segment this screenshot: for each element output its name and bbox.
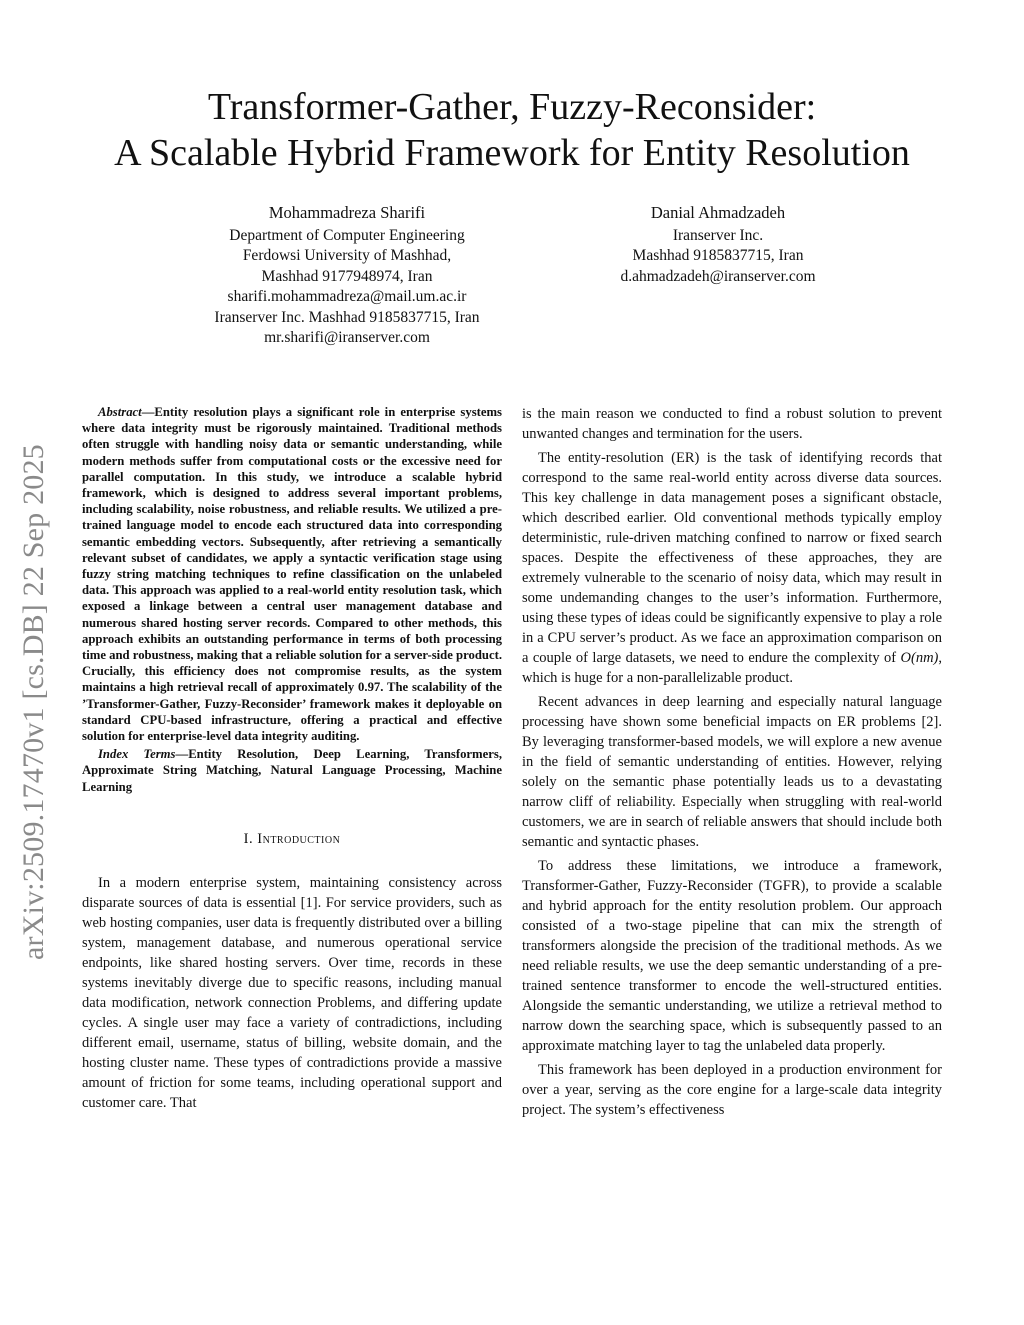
author-email: sharifi.mohammadreza@mail.um.ac.ir [227, 288, 467, 305]
abstract [82, 404, 502, 744]
section-number: I. [243, 830, 258, 847]
author-name: Mohammadreza Sharifi [268, 203, 426, 222]
author-affiliation-line: Iranserver Inc. Mashhad 9185837715, Iran [214, 308, 480, 326]
intro-paragraph-5: This framework has been deployed in a production environment for over a year, serving as the core engine for a large-scale data integrity project. The system’s effectiveness [522, 1062, 942, 1118]
intro-paragraph-4: To address these limitations, we introduce a framework, Transformer-Gather, Fuzzy-Reconsider (TGFR), to provide a scalable and hybrid approach for the entity resolution problem. Our approach consisted of a two-stage pipeline that can mix the strength of transformers alongside the precision of the traditional methods. As we need reliable results, we use the deep semantic understanding of a pre-trained sentence transformer to encode the well-structured entities. Alongside the semantic understanding, we utilize a retrieval method to narrow down the searching space, which is subsequently passed to an approximate matching layer to tag the unlabeled data properly. [522, 858, 942, 1054]
index-terms-text: —Entity Resolution, Deep Learning, Transformers, Approximate String Matching, Natural Language Processing, Machine Learning [82, 747, 502, 794]
paragraph-text: The entity-resolution (ER) is the task of identifying records that correspond to the same real-world entity across diverse data sources. This key challenge in data management poses a significant obstacle, which described earlier. Old conventional methods typically employ deterministic, rule-driven matching confined to narrow or fixed search spaces. Despite the effectiveness of these approaches, they are extremely vulnerable to the scenario of noisy data, which may result in some undemanding changes to the user’s information. Furthermore, using these types of ideas could be significantly expensive to play a role in a CPU server’s product. As we face an approximation comparison on a couple of large datasets, we need to endure the complexity of [522, 450, 942, 666]
title-line-2: A Scalable Hybrid Framework for Entity Resolution [114, 132, 910, 174]
author-block-1 [197, 203, 497, 349]
author-affiliation-line: Mashhad 9185837715, Iran [632, 247, 804, 264]
index-terms-lead: Index Terms [98, 747, 176, 762]
author-affiliation-line: Ferdowsi University of Mashhad, [242, 247, 452, 264]
author-name: Danial Ahmadzadeh [650, 203, 786, 222]
author-affiliation-line: Mashhad 9177948974, Iran [261, 267, 433, 285]
author-affiliation-line: Iranserver Inc. [672, 226, 764, 244]
index-terms [82, 746, 502, 795]
abstract-lead: Abstract [98, 405, 142, 419]
paper-title [60, 84, 964, 176]
paragraph-text: , which is huge for a non-parallelizable product. [522, 650, 942, 686]
intro-paragraph-3: Recent advances in deep learning and especially natural language processing have shown some beneficial impacts on ER problems [2]. By leveraging transformer-based models, we will explore a new avenue in the field of semantic understanding of entities. However, relying solely on the semantic phase potentially leads us to a devastating narrow cliff of reliability. Especially when struggling with real-world customers, we are in search of reliable answers that should include both semantic and syntactic phases. [522, 694, 942, 850]
author-block-2 [568, 203, 868, 287]
author-email: mr.sharifi@iranserver.com [264, 329, 430, 346]
intro-paragraph-1: In a modern enterprise system, maintaining consistency across disparate sources of data is essential [1]. For service providers, such as web hosting companies, user data is frequently distributed over a billing system, management database, and numerous operational service endpoints, like shared hosting servers. Over time, records in these systems inevitably diverge due to specific reasons, including manual data modification, network connection Problems, and differing update cycles. A single user may face a variety of contradictions, including different email, username, status of billing, website domain, and the hosting cluster name. These types of contradictions provide a massive amount of friction for some teams, including operational support and customer care. That [82, 874, 502, 1111]
section-title: Introduction [257, 830, 341, 847]
right-column [522, 404, 942, 1120]
intro-paragraph-2 [522, 448, 942, 688]
intro-paragraph-continued: is the main reason we conducted to find a robust solution to prevent unwanted changes and termination for the users. [522, 406, 942, 442]
author-email: d.ahmadzadeh@iranserver.com [620, 267, 816, 285]
left-column [82, 404, 502, 1113]
author-affiliation-line: Department of Computer Engineering [229, 226, 465, 244]
arxiv-stamp: arXiv:2509.17470v1 [cs.DB] 22 Sep 2025 [17, 444, 50, 960]
complexity-formula: O(nm) [900, 650, 939, 666]
section-heading-introduction [82, 829, 502, 849]
title-line-1: Transformer-Gather, Fuzzy-Reconsider: [207, 86, 817, 128]
abstract-text: —Entity resolution plays a significant role in enterprise systems where data integrity must be rigorously maintained. Traditional methods often struggle with handling noisy data or semantic understanding, while modern methods suffer from computational costs or the excessive need for parallel computation. In this study, we introduce a scalable hybrid framework, which is designed to address several important problems, including scalability, noise robustness, and reliable results. We utilized a pre-trained language model to encode each structured data into corresponding semantic embedding vectors. Subsequently, after retrieving a semantically relevant subset of candidates, we apply a syntactic verification stage using fuzzy string matching techniques to refine classification on the unlabeled data. This approach was applied to a real-world entity resolution task, which exposed a linkage between a central user management database and numerous shared hosting server records. Compared to other methods, this approach exhibits an outstanding performance in terms of both processing time and robustness, making that a reliable solution for a server-side product. Crucially, this efficiency does not compromise results, as the system maintains a high retrieval recall of approximately 0.97. The scalability of the ’Transformer-Gather, Fuzzy-Reconsider’ framework makes it deployable on standard CPU-based infrastructure, offering a practical and effective solution for enterprise-level data integrity auditing. [82, 405, 502, 744]
